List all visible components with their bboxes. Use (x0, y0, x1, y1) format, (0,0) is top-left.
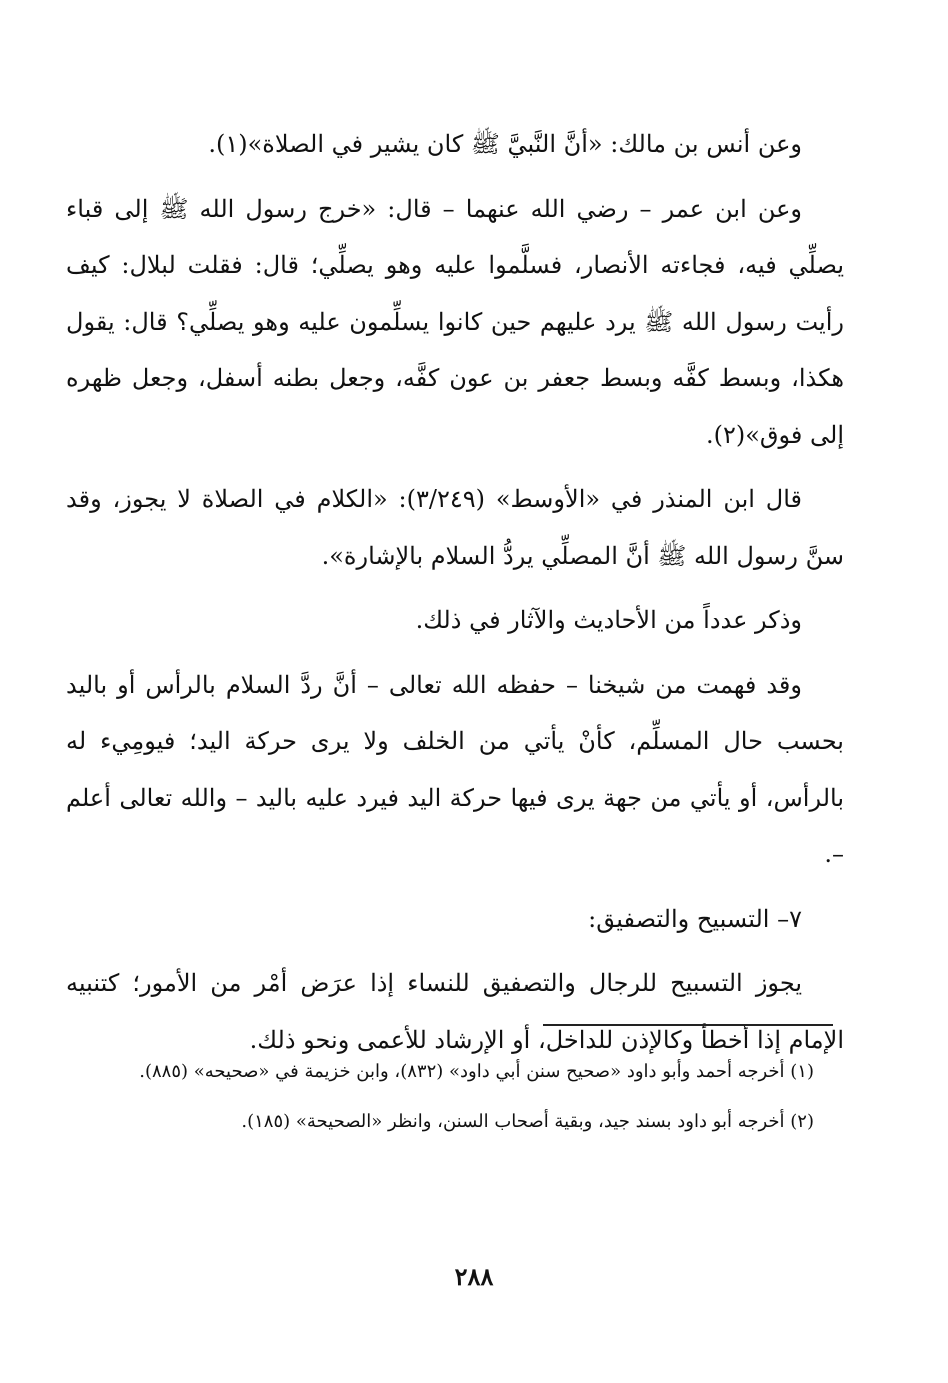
paragraph-narrations-note: وذكر عدداً من الأحاديث والآثار في ذلك. (415, 606, 802, 634)
footnote-divider (543, 1024, 833, 1026)
paragraph-ibn-al-mundhir: قال ابن المنذر في «الأوسط» (٣/٢٤٩): «الكلام في الصلاة لا يجوز، وقد سنَّ رسول الله ﷺ أنَّ المصلِّي يردُّ السلام بالإشارة». (66, 485, 844, 570)
footnotes (66, 1050, 844, 1150)
paragraph-ibn-umar-hadith: وعن ابن عمر – رضي الله عنهما – قال: «خرج رسول الله ﷺ إلى قباء يصلِّي فيه، فجاءته الأنصار، فسلَّموا عليه وهو يصلِّي؛ قال: فقلت لبلال: كيف رأيت رسول الله ﷺ يرد عليهم حين كانوا يسلِّمون عليه وهو يصلِّي؟ قال: يقول هكذا، وبسط كفَّه وبسط جعفر بن عون كفَّه، وجعل بطنه أسفل، وجعل ظهره إلى فوق»(٢). (66, 194, 844, 449)
paragraph-anas-hadith: وعن أنس بن مالك: «أنَّ النَّبيَّ ﷺ كان يشير في الصلاة»(١). (208, 130, 802, 158)
paragraph-sheikh-understanding: وقد فهمت من شيخنا – حفظه الله تعالى – أنَّ ردَّ السلام بالرأس أو باليد بحسب حال المسلِّم، كأنْ يأتي من الخلف ولا يرى حركة اليد؛ فيومِيء له بالرأس، أو يأتي من جهة يرى فيها حركة اليد فيرد عليه باليد – والله تعالى أعلم –. (66, 670, 845, 868)
footnote-1: (١) أخرجه أحمد وأبو داود «صحيح سنن أبي داود» (٨٣٢)، وابن خزيمة في «صحيحه» (٨٨٥). (139, 1061, 814, 1082)
footnote-2: (٢) أخرجه أبو داود بسند جيد، وبقية أصحاب السنن، وانظر «الصحيحة» (١٨٥). (241, 1111, 814, 1132)
section-heading: ٧– التسبيح والتصفيق: (588, 904, 802, 933)
page-number: ٢٨٨ (454, 1262, 494, 1291)
paragraph-tasbih-tasfiq: يجوز التسبيح للرجال والتصفيق للنساء إذا عرَض أمْر من الأمور؛ كتنبيه الإمام إذا أخطأ وكالإذن للداخل، أو الإرشاد للأعمى ونحو ذلك. (66, 969, 844, 1054)
main-text (66, 116, 844, 1076)
